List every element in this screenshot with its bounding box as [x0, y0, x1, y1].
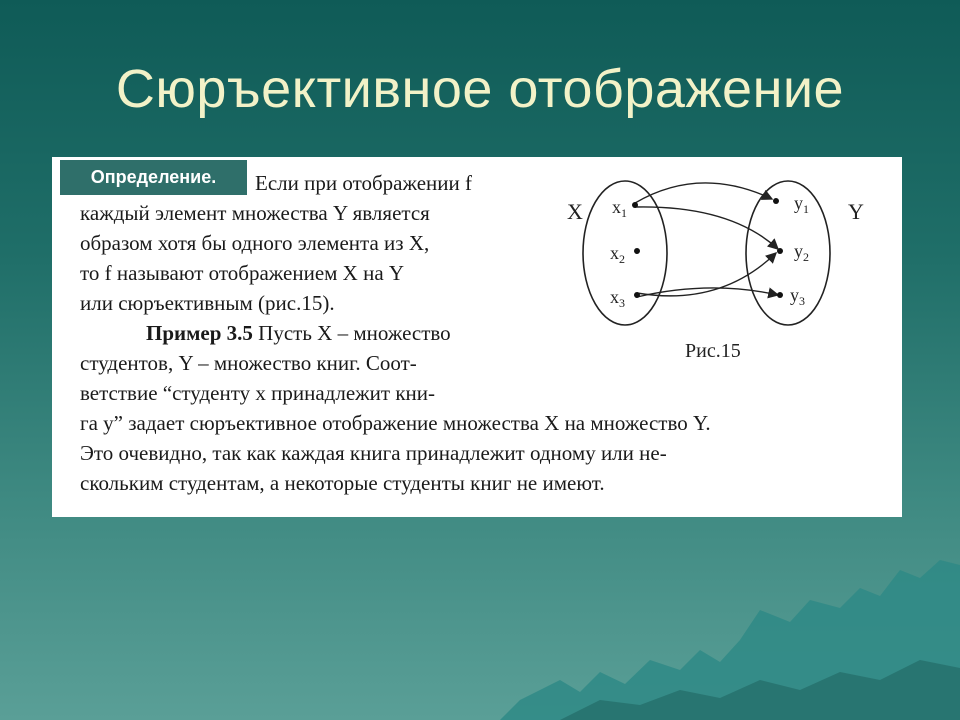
point-y2 — [777, 248, 783, 254]
definition-line: каждый элемент множества Y является — [80, 201, 430, 225]
point-x3 — [634, 292, 640, 298]
label-y1: $y_1$ — [794, 193, 809, 216]
label-y2: $y_2$ — [794, 241, 809, 264]
slide-title: Сюръективное отображение — [115, 59, 845, 119]
arrow-x3-y2 — [637, 253, 776, 296]
example-lead: Пример 3.5 — [146, 321, 253, 345]
set-y-ellipse — [746, 181, 830, 325]
label-x1: $x_1$ — [612, 197, 627, 220]
definition-line: или сюръективным (рис.15). — [80, 291, 335, 315]
mapping-figure — [560, 165, 880, 365]
definition-text — [80, 168, 540, 408]
definition-line: Если при отображении f — [255, 171, 472, 195]
point-x1 — [632, 202, 638, 208]
example-line: скольким студентам, а некоторые студенты книг не имеют. — [80, 471, 605, 495]
point-y1 — [773, 198, 779, 204]
example-line: студентов, Y – множество книг. Соот- — [80, 351, 417, 375]
arrow-x1-y1 — [635, 183, 772, 203]
set-y-label: Y — [848, 199, 864, 224]
label-y3: $y_3$ — [790, 285, 805, 308]
example-line: ветствие “студенту x принадлежит кни- — [80, 381, 436, 405]
point-x2 — [634, 248, 640, 254]
definition-badge: Определение. — [60, 160, 247, 195]
example-line: Это очевидно, так как каждая книга принадлежит одному или не- — [80, 441, 667, 465]
label-x2: $x_2$ — [610, 243, 625, 266]
arrow-x1-y2 — [635, 207, 778, 249]
example-continuation — [80, 408, 880, 498]
example-line — [80, 318, 540, 348]
example-text: Пусть X – множество — [252, 321, 451, 345]
set-x-label: X — [567, 199, 583, 224]
definition-line: образом хотя бы одного элемента из X, — [80, 231, 430, 255]
figure-caption: Рис.15 — [685, 340, 741, 362]
set-x-ellipse — [583, 181, 667, 325]
example-line: га y” задает сюръективное отображение множества X на множество Y. — [80, 411, 711, 435]
definition-line: то f называют отображением X на Y — [80, 261, 405, 285]
label-x3: $x_3$ — [610, 287, 625, 310]
point-y3 — [777, 292, 783, 298]
